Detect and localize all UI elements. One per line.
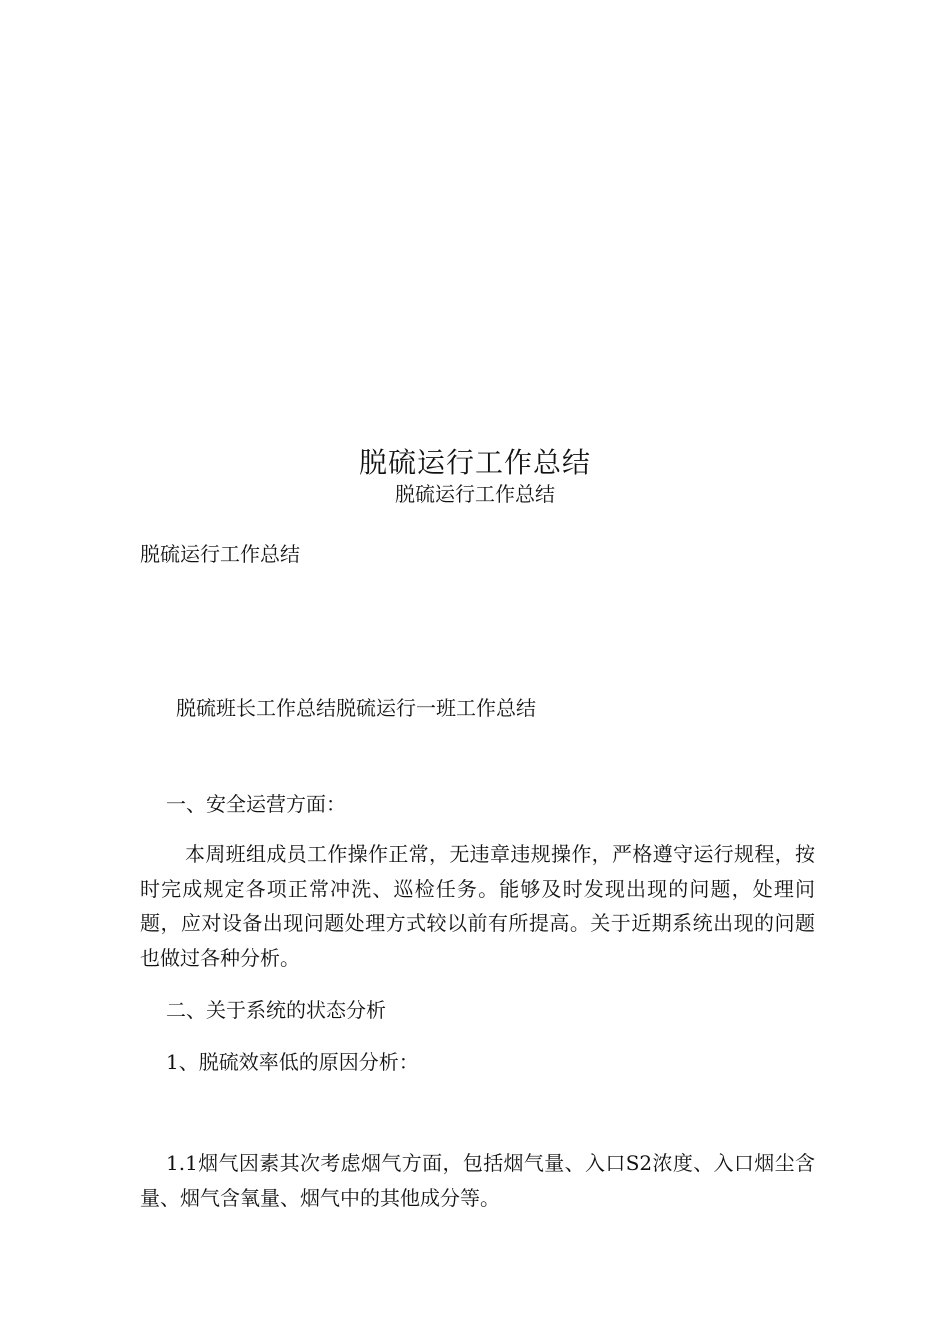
- section-body-safety: 本周班组成员工作操作正常，无违章违规操作，严格遵守运行规程，按时完成规定各项正常冲洗、巡检任务。能够及时发现出现的问题，处理问题，应对设备出现问题处理方式较以前有所提高。关于近期系统出现的问题也做过各种分析。: [140, 842, 815, 970]
- item-body-flue-gas: 1.1烟气因素其次考虑烟气方面，包括烟气量、入口S2浓度、入口烟尘含量、烟气含氧量、烟气中的其他成分等。: [140, 1151, 815, 1210]
- intro-line: 脱硫班长工作总结脱硫运行一班工作总结: [176, 696, 536, 720]
- section-heading-safety: 一、安全运营方面：: [166, 792, 346, 816]
- section-heading-analysis: 二、关于系统的状态分析: [166, 998, 386, 1022]
- item-heading-efficiency: 1、脱硫效率低的原因分析：: [166, 1050, 419, 1074]
- document-title: 脱硫运行工作总结: [358, 446, 591, 479]
- document-heading: 脱硫运行工作总结: [140, 542, 300, 566]
- document-subtitle: 脱硫运行工作总结: [395, 482, 555, 506]
